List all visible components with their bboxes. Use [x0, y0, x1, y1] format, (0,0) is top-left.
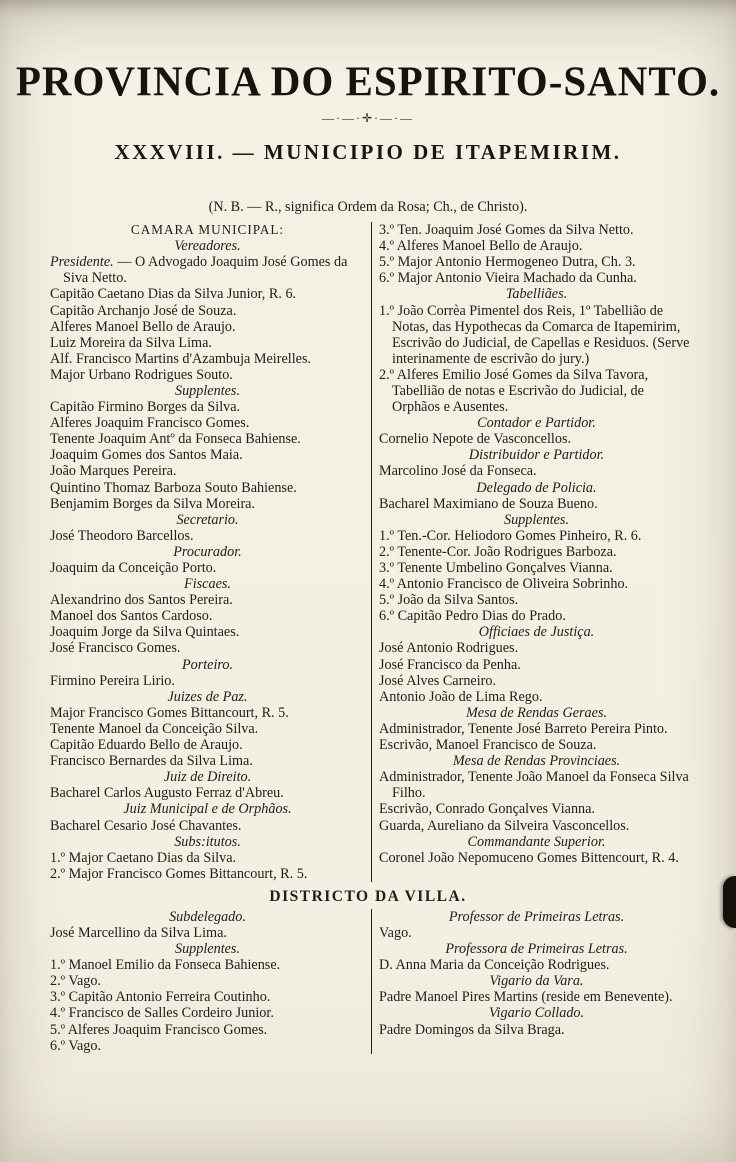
directory-entry: 4.º Antonio Francisco de Oliveira Sobrinho. — [379, 576, 629, 593]
directory-entry: José Antonio Rodrigues. — [379, 640, 519, 657]
directory-heading: Porteiro. — [181, 656, 234, 673]
directory-columns-top — [50, 222, 694, 882]
directory-heading: Fiscaes. — [184, 576, 231, 593]
page-title: PROVINCIA DO ESPIRITO-SANTO. — [15, 57, 721, 105]
directory-entry: Capitão Caetano Dias da Silva Junior, R. 6. — [50, 286, 297, 303]
directory-entry: Administrador, Tenente João Manoel da Fonseca Silva Filho. — [379, 769, 689, 802]
directory-heading: Subs:itutos. — [174, 833, 241, 850]
directory-entry: Escrivão, Manoel Francisco de Souza. — [379, 737, 597, 754]
directory-entry: Quintino Thomaz Barboza Souto Bahiense. — [50, 479, 297, 496]
directory-heading: Supplentes. — [503, 511, 569, 528]
directory-heading: Juiz de Direito. — [163, 769, 252, 786]
directory-entry: 2.º Major Francisco Gomes Bittancourt, R. 5. — [50, 865, 308, 882]
directory-entry: Joaquim da Conceição Porto. — [50, 560, 217, 577]
directory-heading: Procurador. — [173, 543, 242, 560]
directory-heading: Supplentes. — [174, 382, 240, 399]
directory-entry: José Francisco da Penha. — [379, 656, 521, 673]
directory-entry: Major Francisco Gomes Bittancourt, R. 5. — [50, 704, 289, 721]
directory-entry: 4.º Alferes Manoel Bello de Araujo. — [379, 238, 583, 255]
directory-entry: Bacharel Cesario José Chavantes. — [50, 817, 242, 834]
directory-entry: 2.º Alferes Emilio José Gomes da Silva Tavora, Tabellião de notas e Escrivão do Judicial, de Orphãos e Ausentes. — [379, 366, 649, 416]
directory-heading: Professora de Primeiras Letras. — [445, 941, 628, 958]
directory-entry: Bacharel Maximiano de Souza Bueno. — [379, 495, 598, 512]
column-bottom-left — [50, 909, 371, 1054]
directory-entry: Benjamim Borges da Silva Moreira. — [50, 495, 256, 512]
directory-entry: Francisco Bernardes da Silva Lima. — [50, 753, 253, 770]
directory-heading: Juizes de Paz. — [167, 688, 248, 705]
directory-entry: Escrivão, Conrado Gonçalves Vianna. — [379, 801, 595, 818]
directory-entry: 3.º Capitão Antonio Ferreira Coutinho. — [50, 989, 271, 1006]
directory-heading: Secretario. — [176, 511, 239, 528]
directory-heading: Distribuidor e Partidor. — [468, 447, 605, 464]
column-top-right — [371, 222, 694, 882]
directory-entry: D. Anna Maria da Conceição Rodrigues. — [379, 957, 610, 974]
directory-heading: Supplentes. — [174, 941, 240, 958]
entry-lead: Presidente. — [50, 254, 114, 271]
directory-entry: Alexandrino dos Santos Pereira. — [50, 592, 233, 609]
directory-heading: Mesa de Rendas Geraes. — [465, 704, 608, 721]
directory-entry: 5.º Alferes Joaquim Francisco Gomes. — [50, 1021, 268, 1038]
directory-entry: Alferes Joaquim Francisco Gomes. — [50, 415, 250, 432]
directory-entry: Padre Manoel Pires Martins (reside em Benevente). — [379, 989, 673, 1006]
directory-entry: Tenente Manoel da Conceição Silva. — [50, 720, 259, 737]
district-heading: DISTRICTO DA VILLA. — [269, 887, 467, 905]
directory-heading: Contador e Partidor. — [477, 415, 596, 432]
directory-entry: José Alves Carneiro. — [379, 672, 497, 689]
directory-heading: Commandante Superior. — [467, 833, 606, 850]
directory-entry: Presidente. — O Advogado Joaquim José Gomes da Siva Netto. — [50, 254, 348, 287]
directory-heading: Professor de Primeiras Letras. — [448, 908, 625, 925]
ornament-divider: —·—·✛·—·— — [321, 111, 415, 126]
directory-entry: 5.º João da Silva Santos. — [379, 592, 519, 609]
directory-heading: Vigario Collado. — [488, 1005, 585, 1022]
abbreviation-note: (N. B. — R., significa Ordem da Rosa; Ch., de Christo). — [208, 199, 528, 216]
directory-entry: 1.º Manoel Emilio da Fonseca Bahiense. — [50, 957, 281, 974]
directory-entry: 1.º João Corrèa Pimentel dos Reis, 1º Tabellião de Notas, das Hypothecas da Comarca de Itapemirim, Escrivão do Judicial, de Capellas e Residuos. (Serve interinamente de escrivão do jury.) — [379, 302, 690, 367]
directory-entry: Coronel João Nepomuceno Gomes Bittencourt, R. 4. — [379, 849, 679, 866]
directory-entry: Joaquim Jorge da Silva Quintaes. — [50, 624, 240, 641]
directory-entry: Tenente Joaquim Antº da Fonseca Bahiense. — [50, 431, 301, 448]
directory-entry: Vago. — [379, 924, 412, 941]
directory-entry: José Marcellino da Silva Lima. — [50, 924, 227, 941]
directory-entry: Marcolino José da Fonseca. — [379, 463, 537, 480]
directory-entry: Capitão Firmino Borges da Silva. — [50, 399, 241, 416]
directory-entry: Cornelio Nepote de Vasconcellos. — [379, 431, 572, 448]
directory-entry: 2.º Tenente-Cor. João Rodrigues Barboza. — [379, 543, 617, 560]
directory-heading: Mesa de Rendas Provinciaes. — [452, 753, 621, 770]
municipality-subtitle: XXXVIII. — MUNICIPIO DE ITAPEMIRIM. — [114, 140, 622, 165]
directory-columns-bottom — [50, 909, 694, 1054]
directory-entry: 1.º Ten.-Cor. Heliodoro Gomes Pinheiro, R. 6. — [379, 527, 642, 544]
directory-entry: José Theodoro Barcellos. — [50, 527, 194, 544]
directory-entry: João Marques Pereira. — [50, 463, 177, 480]
directory-heading: Juiz Municipal e de Orphãos. — [123, 801, 292, 818]
directory-entry: Antonio João de Lima Rego. — [379, 688, 543, 705]
directory-entry: 6.º Vago. — [50, 1037, 102, 1054]
directory-entry: Luiz Moreira da Silva Lima. — [50, 334, 212, 351]
directory-entry: Alf. Francisco Martins d'Azambuja Meirelles. — [50, 350, 312, 367]
directory-entry: Capitão Archanjo José de Souza. — [50, 302, 237, 319]
directory-entry: 1.º Major Caetano Dias da Silva. — [50, 849, 237, 866]
directory-heading: Officiaes de Justiça. — [478, 624, 595, 641]
directory-entry: 5.º Major Antonio Hermogeneo Dutra, Ch. 3. — [379, 254, 636, 271]
directory-entry: Administrador, Tenente José Barreto Pereira Pinto. — [379, 720, 668, 737]
scan-artifact — [723, 876, 736, 928]
directory-entry: Alferes Manoel Bello de Araujo. — [50, 318, 236, 335]
directory-heading: Vigario da Vara. — [489, 973, 584, 990]
directory-entry: 4.º Francisco de Salles Cordeiro Junior. — [50, 1005, 274, 1022]
directory-entry: Firmino Pereira Lirio. — [50, 672, 175, 689]
directory-entry: 3.º Tenente Umbelino Gonçalves Vianna. — [379, 560, 613, 577]
directory-heading: Tabelliães. — [505, 286, 568, 303]
directory-entry: 6.º Capitão Pedro Dias do Prado. — [379, 608, 566, 625]
directory-heading: Delegado de Policia. — [476, 479, 597, 496]
directory-entry: 3.º Ten. Joaquim José Gomes da Silva Netto. — [379, 222, 634, 239]
directory-entry: Guarda, Aureliano da Silveira Vasconcellos. — [379, 817, 630, 834]
directory-heading: Vereadores. — [174, 238, 241, 255]
directory-entry: Padre Domingos da Silva Braga. — [379, 1021, 565, 1038]
column-top-left — [50, 222, 371, 882]
directory-entry: José Francisco Gomes. — [50, 640, 181, 657]
directory-entry: Capitão Eduardo Bello de Araujo. — [50, 737, 243, 754]
directory-entry: 2.º Vago. — [50, 973, 102, 990]
directory-heading: CAMARA MUNICIPAL: — [130, 222, 285, 238]
directory-entry: 6.º Major Antonio Vieira Machado da Cunha. — [379, 270, 637, 287]
column-bottom-right — [371, 909, 694, 1054]
directory-entry: Major Urbano Rodrigues Souto. — [50, 366, 233, 383]
directory-entry: Bacharel Carlos Augusto Ferraz d'Abreu. — [50, 785, 284, 802]
directory-entry: Joaquim Gomes dos Santos Maia. — [50, 447, 243, 464]
directory-entry: Manoel dos Santos Cardoso. — [50, 608, 213, 625]
directory-heading: Subdelegado. — [169, 908, 246, 925]
